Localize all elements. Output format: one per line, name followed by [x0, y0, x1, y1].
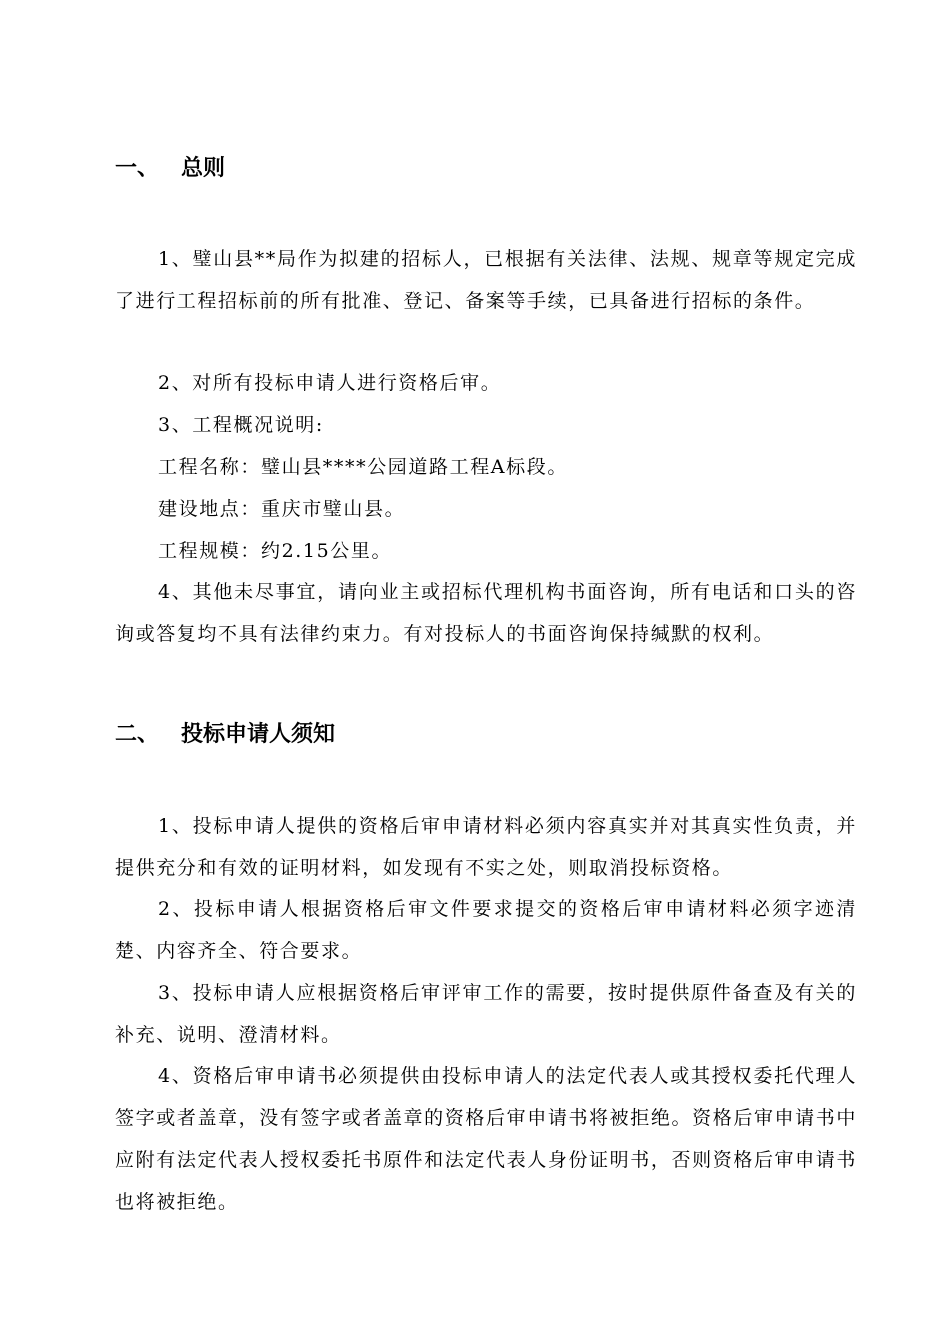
- paragraph: 1、投标申请人提供的资格后审申请材料必须内容真实并对其真实性负责，并提供充分和有效的证明材料，如发现有不实之处，则取消投标资格。: [115, 815, 857, 879]
- paragraph: 4、其他未尽事宜，请向业主或招标代理机构书面咨询，所有电话和口头的咨询或答复均不具有法律约束力。有对投标人的书面咨询保持缄默的权利。: [115, 581, 857, 645]
- section-heading-applicant-notice: [115, 720, 855, 750]
- paragraph: 3、投标申请人应根据资格后审评审工作的需要，按时提供原件备查及有关的补充、说明、澄清材料。: [115, 982, 857, 1046]
- paragraph: 2、对所有投标申请人进行资格后审。: [158, 372, 502, 394]
- paragraph: 建设地点：重庆市璧山县。: [158, 498, 406, 520]
- section-number: 二、: [115, 722, 160, 747]
- paragraph: 1、璧山县**局作为拟建的招标人，已根据有关法律、法规、规章等规定完成了进行工程招标前的所有批准、登记、备案等手续，已具备进行招标的条件。: [115, 248, 857, 312]
- section-title: 总则: [181, 156, 226, 181]
- paragraph: 工程名称：璧山县****公园道路工程A标段。: [158, 456, 568, 478]
- paragraph: 2、投标申请人根据资格后审文件要求提交的资格后审申请材料必须字迹清楚、内容齐全、符合要求。: [115, 898, 857, 962]
- paragraph: 4、资格后审申请书必须提供由投标申请人的法定代表人或其授权委托代理人签字或者盖章，没有签字或者盖章的资格后审申请书将被拒绝。资格后审申请书中应附有法定代表人授权委托书原件和法定代表人身份证明书，否则资格后审申请书也将被拒绝。: [115, 1065, 857, 1213]
- section-heading-general: [115, 154, 855, 184]
- paragraph: 3、工程概况说明:: [158, 414, 324, 436]
- section-number: 一、: [115, 156, 160, 181]
- section-title: 投标申请人须知: [181, 722, 336, 747]
- paragraph: 工程规模：约2.15公里。: [158, 540, 393, 562]
